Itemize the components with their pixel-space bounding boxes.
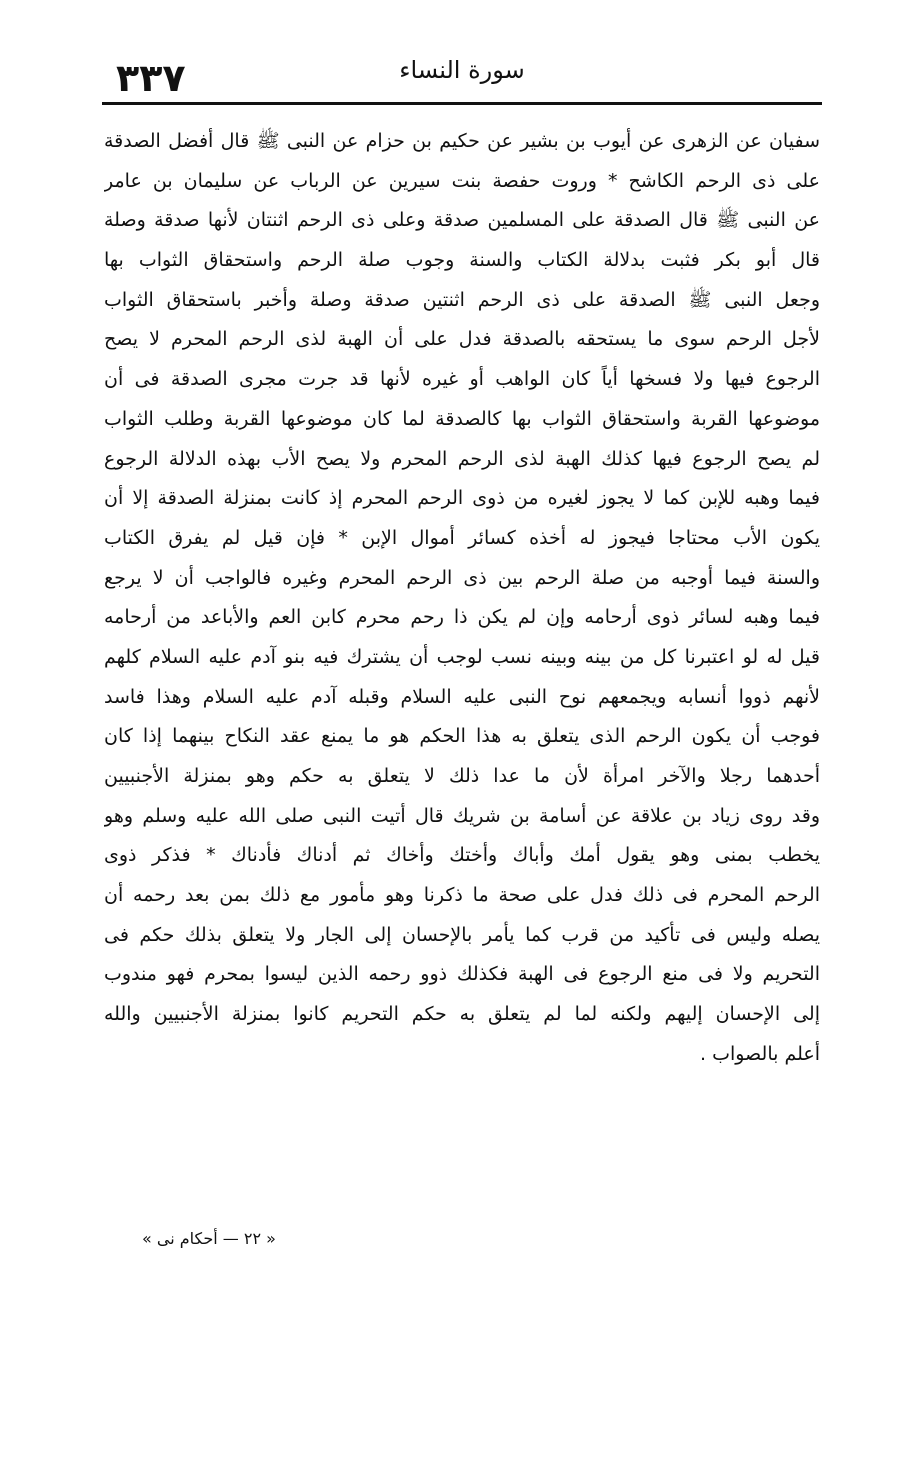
header-divider bbox=[102, 102, 822, 105]
text-line: يكون الأب محتاجا فيجوز له أخذه كسائر أموال الإبن * فإن قيل لم يفرق الكتاب bbox=[104, 526, 820, 549]
page-number: ٣٣٧ bbox=[116, 56, 186, 100]
running-title: سورة النساء bbox=[399, 56, 525, 84]
text-line: يصله وليس فى تأكيد من قرب كما يأمر بالإحسان إلى الجار ولا يتعلق بذلك حكم فى bbox=[104, 923, 820, 946]
text-line: على ذى الرحم الكاشح * وروت حفصة بنت سيرين عن الرباب عن سليمان بن عامر bbox=[104, 169, 820, 192]
text-line: قال أبو بكر فثبت بدلالة الكتاب والسنة وجوب صلة الرحم واستحقاق الثواب بها bbox=[104, 249, 820, 272]
text-line: أحدهما رجلا والآخر امرأة لأن ما عدا ذلك لا يتعلق به حكم وهو بمنزلة الأجنبيين bbox=[104, 765, 820, 787]
text-line: لم يصح الرجوع فيها كذلك الهبة لذى الرحم المحرم ولا يصح الأب بهذه الدلالة الرجوع bbox=[104, 447, 820, 470]
text-line: والسنة فيما أوجبه من صلة الرحم بين ذى الرحم المحرم وغيره فالواجب أن لا يرجع bbox=[104, 566, 820, 589]
text-line-last: أعلم بالصواب . bbox=[700, 1042, 820, 1065]
text-line: التحريم ولا فى منع الرجوع فى الهبة فكذلك ذوو رحمه الذين ليسوا بمحرم فهو مندوب bbox=[104, 963, 820, 986]
page-header bbox=[102, 44, 822, 100]
text-line: عن النبى ﷺ قال الصدقة على المسلمين صدقة وعلى ذى الرحم اثنتان لأنها صدقة وصلة bbox=[104, 209, 820, 232]
text-line: قيل له لو اعتبرنا كل من بينه وبينه نسب لوجب أن يشترك فيه بنو آدم عليه السلام كلهم bbox=[104, 645, 820, 668]
text-line: فيما وهبه للإبن كما لا يجوز لغيره من ذوى الرحم المحرم إذ كانت بمنزلة الصدقة إلا أن bbox=[104, 487, 820, 510]
text-line: الرجوع فيها ولا فسخها أياً كان الواهب أو غيره لأنها قد جرت مجرى الصدقة فى أن bbox=[104, 368, 820, 391]
text-line: وجعل النبى ﷺ الصدقة على ذى الرحم اثنتين صدقة وصلة وأخبر باستحقاق الثواب bbox=[104, 288, 820, 311]
text-line: يخطب بمنى وهو يقول أمك وأباك وأختك وأخاك ثم أدناك فأدناك * فذكر ذوى bbox=[104, 844, 820, 867]
text-line: لأنهم ذووا أنسابه ويجمعهم نوح النبى عليه السلام وقبله آدم عليه السلام وهذا فاسد bbox=[104, 685, 820, 708]
text-line: فوجب أن يكون الرحم الذى يتعلق به هذا الحكم هو ما يمنع عقد النكاح بينهما إذا كان bbox=[104, 725, 820, 748]
text-line: الرحم المحرم فى ذلك فدل على صحة ما ذكرنا وهو مأمور مع ذلك بمن بعد رحمه أن bbox=[104, 884, 820, 907]
body-text bbox=[104, 122, 820, 1075]
text-line: موضوعها القربة واستحقاق الثواب بها كالصدقة لما كان موضوعها القربة وطلب الثواب bbox=[104, 407, 820, 430]
text-line: فيما وهبه لسائر ذوى أرحامه وإن لم يكن ذا رحم محرم كابن العم والأباعد من أرحامه bbox=[104, 606, 820, 629]
footer-signature: « ٢٢ — أحكام نى » bbox=[142, 1229, 276, 1248]
text-line: إلى الإحسان إليهم ولكنه لما لم يتعلق به حكم التحريم كانوا بمنزلة الأجنبيين والله bbox=[104, 1003, 820, 1026]
text-line: لأجل الرحم سوى ما يستحقه بالصدقة فدل على أن الهبة لذى الرحم المحرم لا يصح bbox=[104, 328, 820, 351]
text-line: وقد روى زياد بن علاقة عن أسامة بن شريك قال أتيت النبى صلى الله عليه وسلم وهو bbox=[104, 804, 820, 827]
text-line: سفيان عن الزهرى عن أيوب بن بشير عن حكيم بن حزام عن النبى ﷺ قال أفضل الصدقة bbox=[104, 130, 820, 152]
